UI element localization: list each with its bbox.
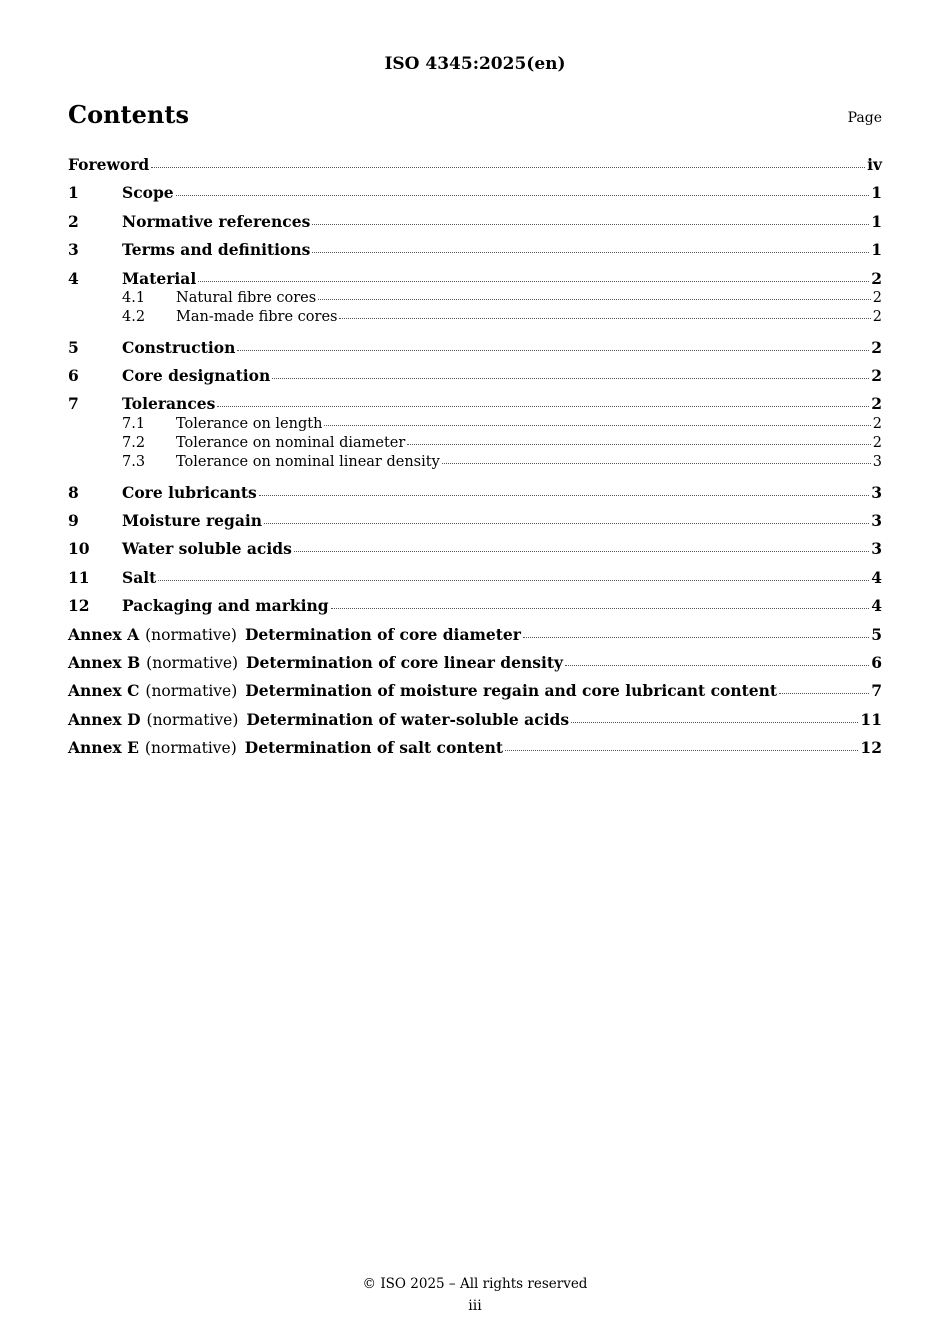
- toc-section-entry[interactable]: [68, 538, 882, 566]
- toc-entry-page: 2: [871, 337, 882, 357]
- toc-entry-number: 11: [68, 567, 90, 587]
- toc-entry-number: 12: [68, 596, 90, 616]
- toc-entry-title: Moisture regain: [122, 511, 263, 530]
- toc-entry-page: 2: [872, 435, 882, 452]
- toc-entry-number: 7: [68, 394, 79, 414]
- toc-entry-number: 8: [68, 482, 79, 502]
- toc-annex-label: Annex B: [68, 652, 141, 672]
- toc-entry-title: Construction: [122, 337, 236, 357]
- toc-section-entry[interactable]: [68, 154, 882, 182]
- toc-entry-number: 6: [68, 365, 79, 385]
- toc-annex-entry[interactable]: [68, 680, 882, 708]
- toc-section-entry[interactable]: [68, 595, 882, 623]
- toc-annex-type: (normative): [146, 710, 239, 729]
- toc-dot-leader: [331, 607, 870, 609]
- toc-subsection-entry[interactable]: [68, 434, 882, 453]
- toc-entry-title: Man-made fibre cores: [176, 309, 338, 326]
- toc-entry-page: 2: [871, 365, 882, 385]
- toc-entry-title: Tolerance on nominal linear density: [176, 454, 440, 471]
- toc-entry-page: 3: [871, 539, 882, 559]
- toc-entry-number: 4: [68, 268, 79, 288]
- contents-title: Contents: [68, 100, 189, 129]
- toc-dot-leader: [318, 298, 871, 300]
- toc-entry-page: 3: [871, 511, 882, 530]
- toc-entry-title: Core designation: [122, 365, 271, 385]
- toc-entry-number: 2: [68, 211, 79, 231]
- toc-entry-page: 5: [871, 624, 882, 644]
- toc-annex-label: Annex C: [68, 681, 140, 701]
- toc-dot-leader: [312, 251, 869, 253]
- toc-entry-page: iv: [867, 155, 882, 174]
- toc-annex-title: Determination of water-soluble acids: [246, 709, 570, 729]
- toc-dot-leader: [312, 223, 869, 225]
- toc-dot-leader: [264, 522, 869, 524]
- page-number: iii: [468, 1298, 482, 1314]
- toc-annex-type: (normative): [144, 739, 237, 758]
- toc-entry-title: Natural fibre cores: [176, 289, 317, 306]
- toc-dot-leader: [565, 664, 869, 666]
- toc-subsection-entry[interactable]: [68, 415, 882, 434]
- toc-subsection-entry[interactable]: [68, 308, 882, 327]
- toc-annex-title: Determination of core linear density: [246, 652, 564, 672]
- toc-dot-leader: [259, 494, 869, 496]
- toc-subsection-entry[interactable]: [68, 289, 882, 308]
- toc-annex-entry[interactable]: [68, 652, 882, 680]
- toc-entry-page: 3: [871, 482, 882, 502]
- toc-dot-leader: [217, 405, 869, 407]
- toc-annex-type: (normative): [146, 653, 239, 672]
- toc-entry-title: Tolerance on nominal diameter: [176, 435, 406, 452]
- table-of-contents: [68, 154, 882, 766]
- toc-entry-number: 5: [68, 337, 79, 357]
- toc-entry-title: Packaging and marking: [122, 596, 329, 616]
- toc-entry-number: 4.1: [122, 289, 146, 306]
- document-header: ISO 4345:2025(en): [384, 54, 566, 74]
- toc-dot-leader: [324, 424, 870, 426]
- toc-annex-type: (normative): [145, 625, 237, 644]
- toc-dot-leader: [442, 462, 871, 464]
- toc-entry-number: 4.2: [122, 309, 146, 326]
- toc-section-entry[interactable]: [68, 182, 882, 210]
- toc-entry-number: 10: [68, 539, 90, 559]
- toc-section-entry[interactable]: [68, 239, 882, 267]
- toc-entry-page: 2: [872, 415, 882, 432]
- toc-entry-page: 1: [871, 211, 882, 231]
- toc-annex-title: Determination of moisture regain and core lubricant content: [245, 681, 778, 701]
- toc-dot-leader: [571, 721, 858, 723]
- toc-annex-title: Determination of salt content: [244, 738, 504, 758]
- toc-entry-number: 1: [68, 183, 79, 203]
- toc-dot-leader: [523, 636, 869, 638]
- toc-entry-number: 7.1: [122, 415, 146, 432]
- toc-entry-title: Water soluble acids: [122, 539, 292, 559]
- toc-entry-number: 7.2: [122, 435, 146, 452]
- toc-entry-page: 2: [872, 289, 882, 306]
- toc-entry-title: Scope: [122, 183, 174, 203]
- toc-dot-leader: [407, 443, 870, 445]
- toc-dot-leader: [176, 194, 870, 196]
- toc-annex-entry[interactable]: [68, 624, 882, 652]
- toc-entry-page: 4: [871, 567, 882, 587]
- toc-dot-leader: [151, 166, 865, 168]
- toc-entry-page: 6: [871, 652, 882, 672]
- toc-section-entry[interactable]: [68, 482, 882, 510]
- toc-dot-leader: [198, 280, 869, 282]
- toc-entry-number: 9: [68, 511, 79, 530]
- toc-annex-entry[interactable]: [68, 737, 882, 765]
- toc-section-entry[interactable]: [68, 365, 882, 393]
- copyright-footer: © ISO 2025 – All rights reserved: [362, 1276, 588, 1292]
- toc-dot-leader: [339, 317, 870, 319]
- toc-entry-title: Core lubricants: [122, 482, 257, 502]
- toc-section-entry[interactable]: [68, 567, 882, 595]
- toc-annex-label: Annex E: [68, 738, 139, 758]
- toc-entry-page: 1: [871, 183, 882, 203]
- toc-entry-page: 3: [872, 454, 882, 471]
- toc-dot-leader: [272, 377, 869, 379]
- toc-annex-type: (normative): [145, 682, 238, 701]
- toc-entry-number: 3: [68, 240, 79, 260]
- toc-section-entry[interactable]: [68, 337, 882, 365]
- toc-annex-label: Annex A: [68, 624, 140, 644]
- toc-entry-page: 4: [871, 596, 882, 616]
- toc-entry-title: Material: [122, 268, 197, 288]
- toc-entry-title: Normative references: [122, 211, 311, 231]
- toc-dot-leader: [779, 692, 869, 694]
- toc-entry-title: Terms and definitions: [122, 240, 311, 260]
- toc-entry-title: Tolerances: [122, 394, 216, 414]
- toc-entry-page: 2: [871, 268, 882, 288]
- toc-annex-entry[interactable]: [68, 709, 882, 737]
- toc-dot-leader: [294, 550, 869, 552]
- toc-entry-page: 2: [872, 309, 882, 326]
- toc-annex-label: Annex D: [68, 709, 141, 729]
- toc-entry-number: 7.3: [122, 454, 146, 471]
- toc-entry-title: Tolerance on length: [176, 415, 323, 432]
- toc-entry-page: 12: [860, 738, 882, 758]
- toc-dot-leader: [158, 579, 869, 581]
- toc-subsection-entry[interactable]: [68, 453, 882, 472]
- toc-entry-title: Salt: [122, 567, 157, 587]
- toc-section-entry[interactable]: [68, 211, 882, 239]
- toc-annex-title: Determination of core diameter: [244, 624, 521, 644]
- toc-entry-page: 11: [860, 709, 882, 729]
- toc-entry-title: Foreword: [68, 155, 150, 174]
- toc-dot-leader: [237, 349, 869, 351]
- page-column-label: Page: [847, 110, 882, 126]
- toc-entry-page: 2: [871, 394, 882, 414]
- toc-entry-page: 1: [871, 240, 882, 260]
- toc-section-entry[interactable]: [68, 510, 882, 538]
- toc-entry-page: 7: [871, 681, 882, 701]
- toc-dot-leader: [505, 749, 858, 751]
